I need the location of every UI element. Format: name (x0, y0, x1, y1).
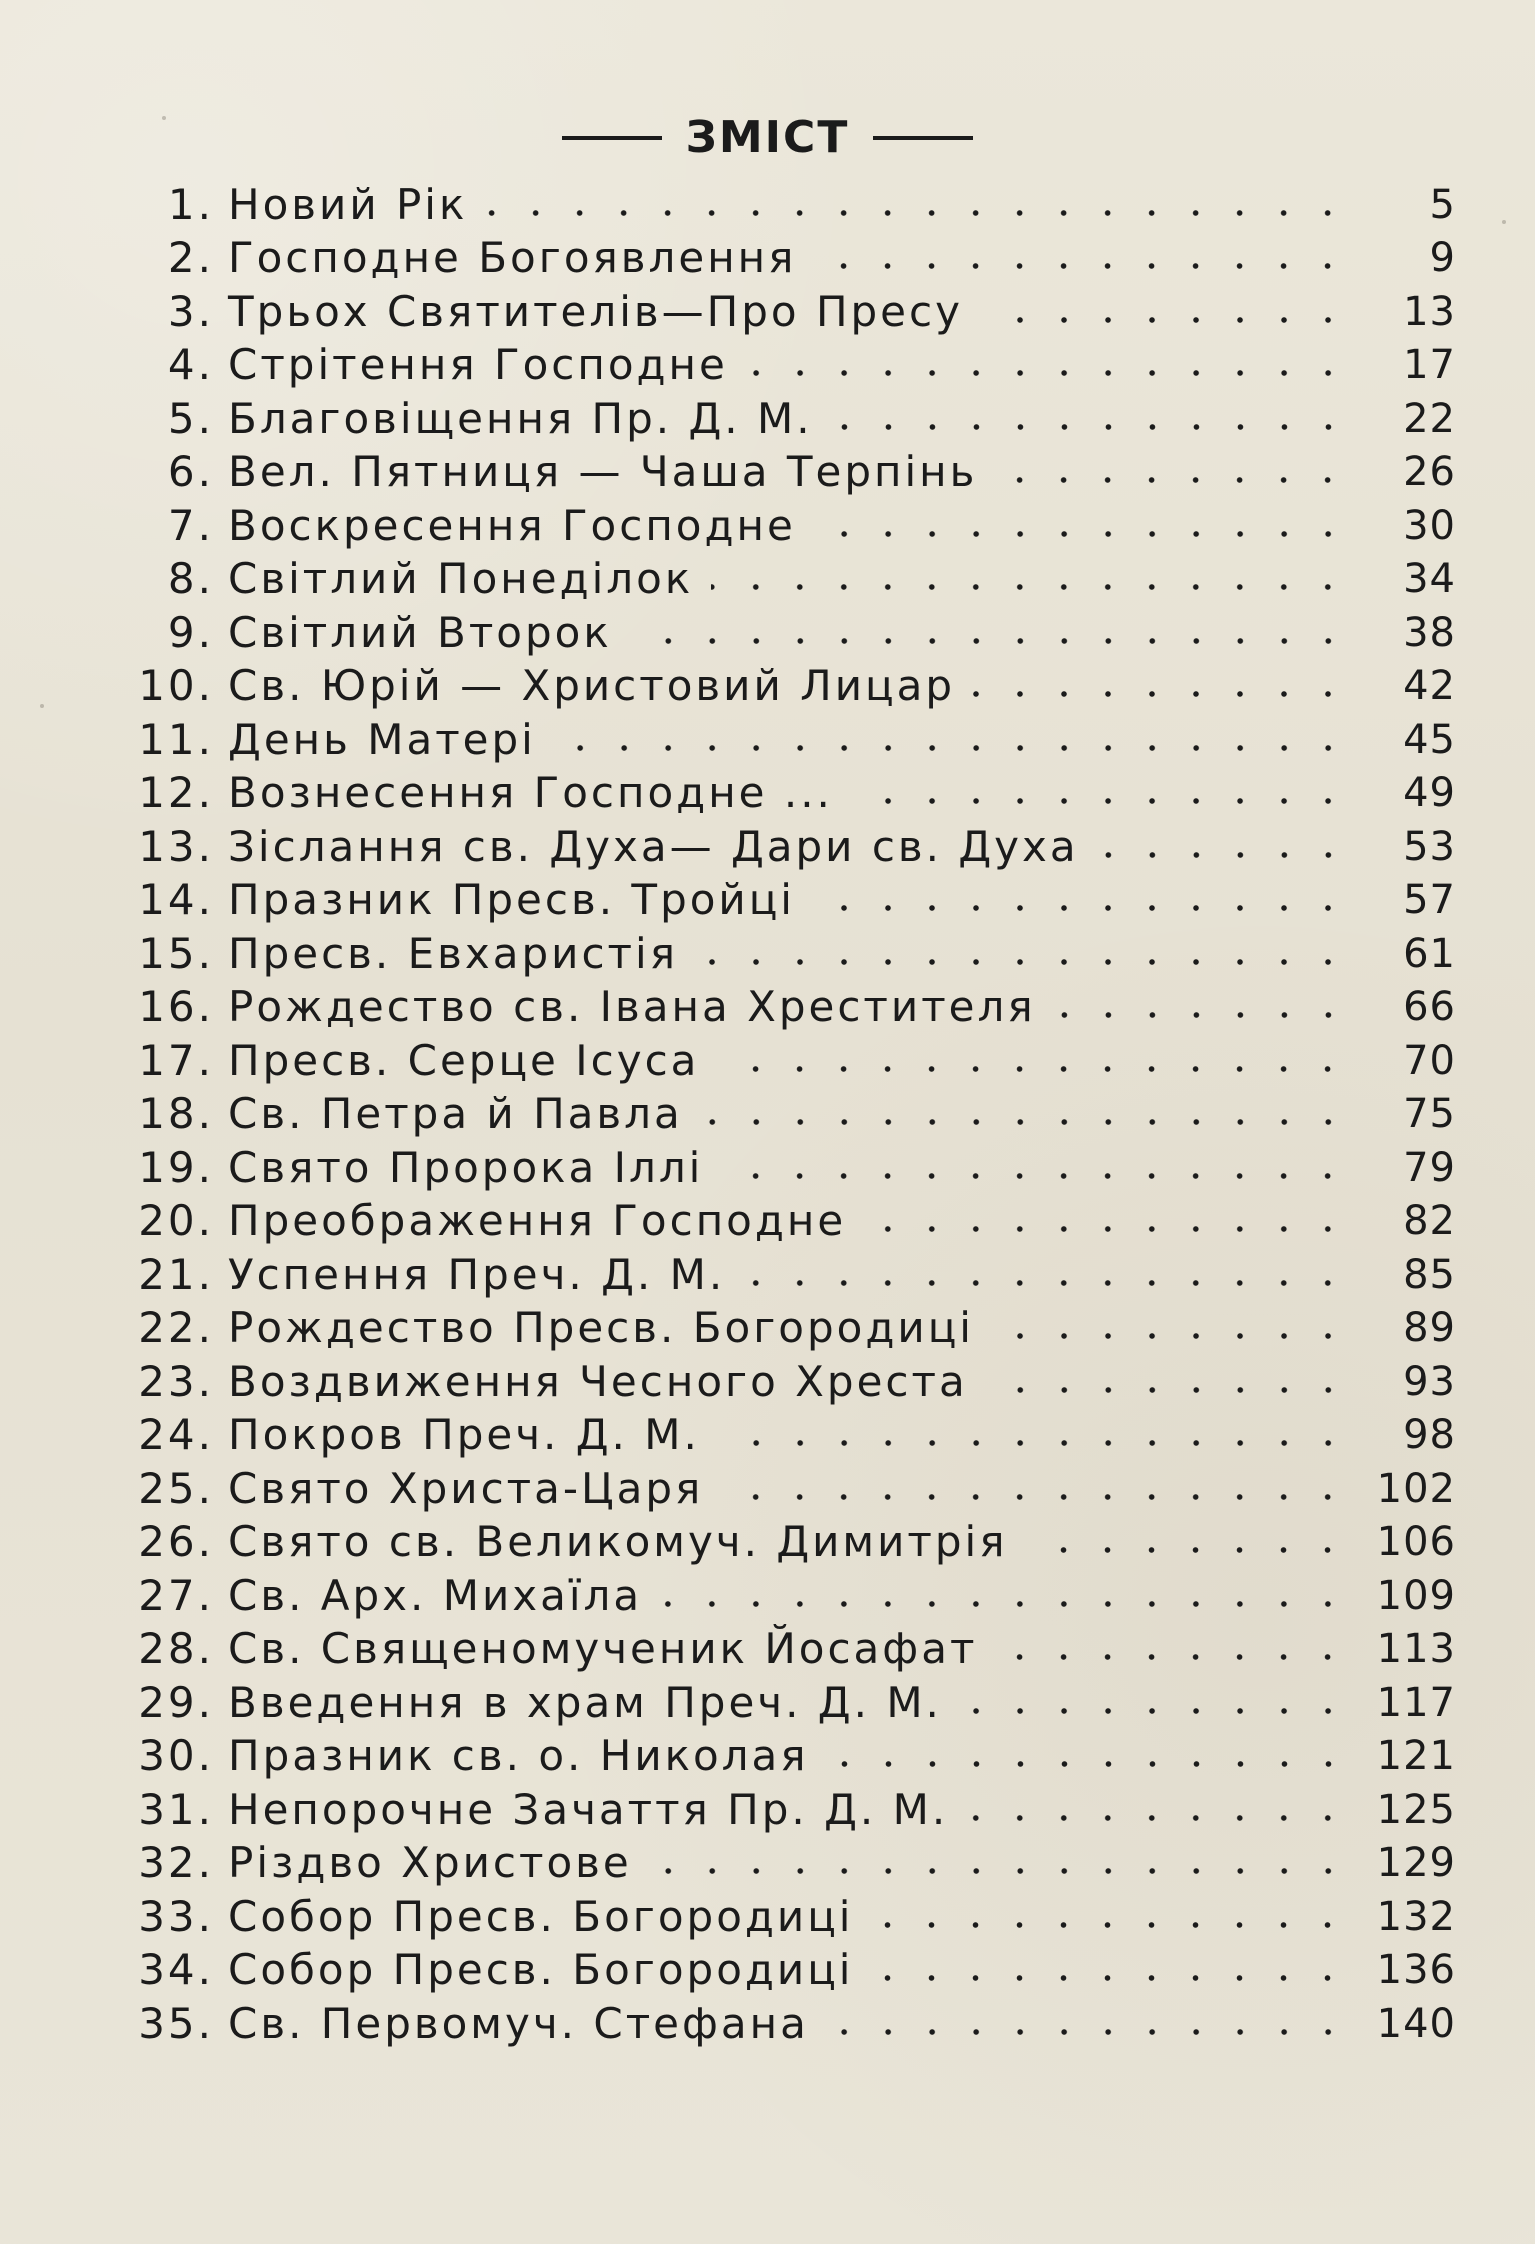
entry-number: 32. (138, 1838, 214, 1888)
entry-page-number: 75 (1403, 1091, 1456, 1138)
entry-number: 16. (138, 982, 214, 1032)
entry-page-number: 57 (1403, 877, 1456, 924)
toc-heading-text: ЗМІСТ (685, 112, 850, 163)
entry-number: 33. (138, 1891, 214, 1941)
dot-leader (1097, 852, 1350, 858)
entry-page-number: 106 (1376, 1519, 1456, 1566)
dot-leader (1025, 1547, 1350, 1553)
entry-title: Св. Первомуч. Стефана (228, 1998, 809, 2048)
toc-entry (136, 232, 1456, 286)
toc-entry (136, 446, 1456, 500)
entry-page-number: 109 (1376, 1572, 1456, 1619)
entry-number: 31. (138, 1784, 214, 1834)
entry-title: Преображення Господне (228, 1196, 847, 1246)
entry-number: 5. (167, 393, 214, 443)
dot-leader (1054, 1012, 1350, 1018)
entry-title: Собор Пресв. Богородиці (228, 1945, 854, 1995)
entry-number: 15. (138, 928, 214, 978)
dot-leader (827, 2029, 1350, 2035)
entry-page-number: 79 (1403, 1144, 1456, 1191)
entry-page-number: 89 (1403, 1305, 1456, 1352)
entry-title: Благовіщення Пр. Д. М. (228, 393, 813, 443)
entry-page-number: 38 (1403, 609, 1456, 656)
toc-entry (136, 1890, 1456, 1944)
dot-leader (851, 798, 1350, 804)
entry-page-number: 42 (1403, 663, 1456, 710)
entry-page-number: 132 (1376, 1893, 1456, 1940)
dot-leader (630, 638, 1350, 644)
toc-heading (0, 112, 1535, 163)
entry-number: 1. (167, 179, 214, 229)
entry-number: 23. (138, 1356, 214, 1406)
toc-entry (136, 1088, 1456, 1142)
entry-page-number: 140 (1376, 2000, 1456, 2047)
entry-title: Стрітення Господне (228, 340, 728, 390)
dot-leader (966, 1815, 1350, 1821)
dot-leader (992, 1333, 1350, 1339)
entry-title: Воздвиження Чесного Хреста (228, 1356, 968, 1406)
paper-speck (40, 704, 44, 708)
entry-number: 8. (167, 554, 214, 604)
dot-leader (814, 263, 1350, 269)
dot-leader (995, 1654, 1350, 1660)
toc-entry (136, 767, 1456, 821)
entry-number: 29. (138, 1677, 214, 1727)
entry-page-number: 85 (1403, 1251, 1456, 1298)
toc-entry (136, 1569, 1456, 1623)
entry-page-number: 17 (1403, 342, 1456, 389)
dot-leader (973, 691, 1350, 697)
entry-title: Рождество Пресв. Богородиці (228, 1303, 974, 1353)
toc-entry (136, 1034, 1456, 1088)
entry-title: Св. Арх. Михаїла (228, 1570, 643, 1620)
entry-number: 35. (138, 1998, 214, 2048)
entry-number: 9. (167, 607, 214, 657)
toc-entry (136, 1355, 1456, 1409)
entry-number: 10. (138, 661, 214, 711)
toc-entry (136, 1409, 1456, 1463)
toc-entry (136, 927, 1456, 981)
entry-page-number: 66 (1403, 984, 1456, 1031)
dot-leader (554, 745, 1350, 751)
entry-title: Непорочне Зачаття Пр. Д. М. (228, 1784, 949, 1834)
entry-number: 30. (138, 1731, 214, 1781)
entry-title: Св. Священомученик Йосафат (228, 1624, 978, 1674)
toc-entry (136, 1676, 1456, 1730)
entry-number: 34. (138, 1945, 214, 1995)
paper-speck (1502, 220, 1506, 224)
entry-page-number: 22 (1403, 395, 1456, 442)
toc-entry (136, 1837, 1456, 1891)
entry-page-number: 49 (1403, 770, 1456, 817)
entry-title: Свято Христа-Царя (228, 1463, 704, 1513)
toc-heading-group (562, 112, 974, 163)
dot-leader (746, 370, 1350, 376)
dot-leader (871, 1922, 1350, 1928)
dot-leader (711, 584, 1350, 590)
toc-entry (136, 1302, 1456, 1356)
entry-number: 28. (138, 1624, 214, 1674)
toc-entry (136, 1623, 1456, 1677)
entry-title: Покров Преч. Д. М. (228, 1410, 700, 1460)
toc-entry (136, 660, 1456, 714)
toc-entry (136, 713, 1456, 767)
entry-page-number: 9 (1429, 235, 1456, 282)
toc-entry (136, 1462, 1456, 1516)
entry-page-number: 121 (1376, 1733, 1456, 1780)
dot-leader (986, 1387, 1350, 1393)
entry-number: 19. (138, 1142, 214, 1192)
entry-number: 6. (167, 447, 214, 497)
entry-title: Введення в храм Преч. Д. М. (228, 1677, 942, 1727)
heading-rule-left (562, 136, 662, 140)
toc-entry (136, 1141, 1456, 1195)
dot-leader (701, 1119, 1350, 1125)
entry-page-number: 53 (1403, 823, 1456, 870)
entry-title: Собор Пресв. Богородиці (228, 1891, 854, 1941)
entry-number: 4. (167, 340, 214, 390)
entry-title: Вознесення Господне ... (228, 768, 833, 818)
entry-number: 25. (138, 1463, 214, 1513)
toc-entry (136, 392, 1456, 446)
dot-leader (813, 905, 1350, 911)
toc-entry (136, 553, 1456, 607)
entry-title: Празник св. о. Николая (228, 1731, 809, 1781)
entry-number: 26. (138, 1517, 214, 1567)
dot-leader (485, 210, 1350, 216)
entry-number: 18. (138, 1089, 214, 1139)
entry-page-number: 136 (1376, 1947, 1456, 1994)
dot-leader (871, 1975, 1350, 1981)
dot-leader (721, 1173, 1350, 1179)
toc-entry (136, 178, 1456, 232)
dot-leader (995, 477, 1350, 483)
entry-number: 3. (167, 286, 214, 336)
entry-number: 21. (138, 1249, 214, 1299)
dot-leader (814, 531, 1350, 537)
entry-page-number: 117 (1376, 1679, 1456, 1726)
entry-page-number: 98 (1403, 1412, 1456, 1459)
entry-title: Пресв. Евхаристія (228, 928, 678, 978)
entry-title: Господне Богоявлення (228, 233, 797, 283)
entry-title: Пресв. Серце Ісуса (228, 1035, 700, 1085)
entry-page-number: 70 (1403, 1037, 1456, 1084)
toc-entry (136, 1516, 1456, 1570)
entry-number: 27. (138, 1570, 214, 1620)
dot-leader (831, 424, 1350, 430)
toc-entry (136, 1195, 1456, 1249)
toc-entry (136, 1944, 1456, 1998)
entry-page-number: 30 (1403, 502, 1456, 549)
entry-title: Різдво Христове (228, 1838, 632, 1888)
toc-entry (136, 285, 1456, 339)
dot-leader (864, 1226, 1350, 1232)
entry-number: 11. (138, 714, 214, 764)
entry-number: 2. (167, 233, 214, 283)
dot-leader (960, 1708, 1350, 1714)
dot-leader (743, 1280, 1350, 1286)
entry-title: Св. Петра й Павла (228, 1089, 683, 1139)
entry-page-number: 102 (1376, 1465, 1456, 1512)
entry-number: 24. (138, 1410, 214, 1460)
entry-page-number: 82 (1403, 1198, 1456, 1245)
toc-entry (136, 1730, 1456, 1784)
entry-title: Світлий Второк (228, 607, 612, 657)
toc-entry (136, 820, 1456, 874)
entry-page-number: 125 (1376, 1786, 1456, 1833)
entry-title: Рождество св. Івана Хрестителя (228, 982, 1036, 1032)
entry-page-number: 34 (1403, 556, 1456, 603)
entry-title: Празник Пресв. Тройці (228, 875, 795, 925)
dot-leader (660, 1601, 1350, 1607)
entry-number: 14. (138, 875, 214, 925)
dot-leader (696, 959, 1350, 965)
toc-entry (136, 1783, 1456, 1837)
entry-title: Світлий Понеділок (228, 554, 694, 604)
toc-entry (136, 981, 1456, 1035)
dot-leader (650, 1868, 1350, 1874)
entry-title: Воскресення Господне (228, 500, 796, 550)
dot-leader (721, 1494, 1350, 1500)
entry-title: Свято св. Великомуч. Димитрія (228, 1517, 1008, 1567)
entry-title: Трьох Святителів—Про Пресу (228, 286, 963, 336)
entry-page-number: 26 (1403, 449, 1456, 496)
entry-page-number: 61 (1403, 930, 1456, 977)
entry-title: Зіслання св. Духа— Дари св. Духа (228, 821, 1079, 871)
entry-page-number: 129 (1376, 1840, 1456, 1887)
entry-number: 17. (138, 1035, 214, 1085)
entry-title: Св. Юрій — Христовий Лицар (228, 661, 955, 711)
entry-number: 20. (138, 1196, 214, 1246)
entry-title: Свято Пророка Іллі (228, 1142, 704, 1192)
entry-number: 7. (167, 500, 214, 550)
heading-rule-right (873, 136, 973, 140)
toc-entry (136, 339, 1456, 393)
dot-leader (981, 317, 1350, 323)
entry-title: Вел. Пятниця — Чаша Терпінь (228, 447, 978, 497)
toc-entry (136, 499, 1456, 553)
dot-leader (827, 1761, 1350, 1767)
entry-page-number: 93 (1403, 1358, 1456, 1405)
table-of-contents (136, 178, 1456, 2051)
entry-number: 13. (138, 821, 214, 871)
toc-entry (136, 606, 1456, 660)
entry-page-number: 45 (1403, 716, 1456, 763)
entry-number: 12. (138, 768, 214, 818)
dot-leader (718, 1440, 1350, 1446)
toc-entry (136, 874, 1456, 928)
entry-page-number: 13 (1403, 288, 1456, 335)
entry-page-number: 113 (1376, 1626, 1456, 1673)
entry-title: Успення Преч. Д. М. (228, 1249, 726, 1299)
dot-leader (717, 1066, 1350, 1072)
entry-number: 22. (138, 1303, 214, 1353)
entry-page-number: 5 (1429, 181, 1456, 228)
toc-entry (136, 1997, 1456, 2051)
entry-title: Новий Рік (228, 179, 468, 229)
entry-title: День Матері (228, 714, 536, 764)
toc-entry (136, 1248, 1456, 1302)
